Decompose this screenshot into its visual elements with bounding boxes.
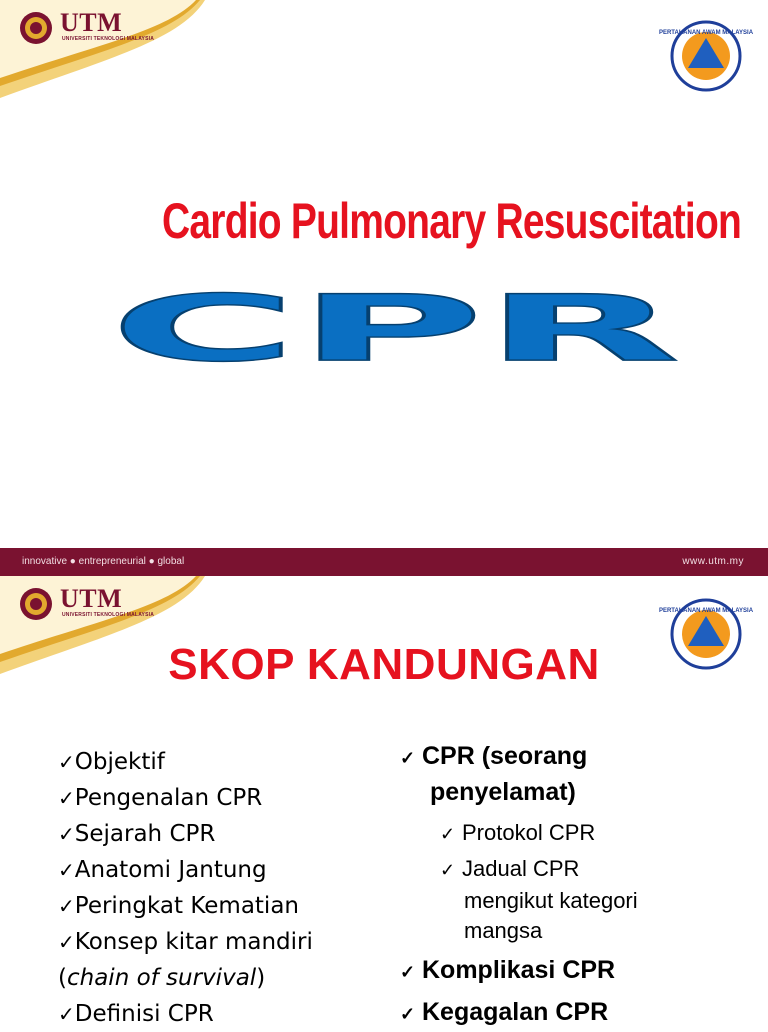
utm-crest-icon <box>18 586 54 622</box>
list-item-continuation: penyelamat) <box>430 778 576 806</box>
utm-logo <box>18 582 155 622</box>
footer-tagline: innovative ● entrepreneurial ● global <box>22 556 185 567</box>
utm-logo-subtext: UNIVERSITI TEKNOLOGI MALAYSIA <box>62 36 155 42</box>
slide-skop-kandungan <box>0 576 768 1027</box>
sub-list-item: ✓ Jadual CPR <box>440 856 580 881</box>
slide-title: SKOP KANDUNGAN <box>168 640 600 689</box>
checkmark-icon: ✓ <box>58 858 75 882</box>
list-item: ✓Konsep kitar mandiri <box>58 929 313 955</box>
footer-url[interactable]: www.utm.my <box>682 556 744 567</box>
checkmark-icon: ✓ <box>440 860 456 880</box>
chain-of-survival-text: chain of survival <box>66 965 257 991</box>
checkmark-icon: ✓ <box>58 750 75 774</box>
list-item: ✓ CPR (seorang <box>400 742 588 770</box>
checkmark-icon: ✓ <box>58 786 75 810</box>
pertahanan-awam-logo <box>658 20 754 92</box>
footer-bar <box>0 548 768 576</box>
utm-logo-text: UTM <box>60 8 123 37</box>
checkmark-icon: ✓ <box>400 1004 416 1024</box>
utm-logo-text: UTM <box>60 584 123 613</box>
apm-logo-text: PERTAHANAN AWAM MALAYSIA <box>658 608 754 614</box>
utm-crest-icon <box>18 10 54 46</box>
content-list-left <box>58 744 313 1032</box>
list-item: ✓ Komplikasi CPR <box>400 956 616 984</box>
checkmark-icon: ✓ <box>440 824 456 844</box>
checkmark-icon: ✓ <box>400 748 416 768</box>
list-item: ✓Objektif <box>58 749 165 775</box>
cpr-acronym-graphic <box>105 276 685 383</box>
list-item: ✓Anatomi Jantung <box>58 857 267 883</box>
sub-list-item-continuation: mangsa <box>464 918 543 943</box>
checkmark-icon: ✓ <box>400 962 416 982</box>
checkmark-icon: ✓ <box>58 894 75 918</box>
sub-list-item-continuation: mengikut kategori <box>464 888 638 913</box>
utm-logo-subtext: UNIVERSITI TEKNOLOGI MALAYSIA <box>62 612 155 618</box>
list-item-continuation: (chain of survival) <box>58 965 266 991</box>
slide-title: Cardio Pulmonary Resuscitation <box>162 193 742 249</box>
list-item: ✓Sejarah CPR <box>58 821 216 847</box>
list-item: ✓Pengenalan CPR <box>58 785 263 811</box>
list-item: ✓Peringkat Kematian <box>58 893 299 919</box>
list-item: ✓ Kegagalan CPR <box>400 998 609 1026</box>
list-item: ✓Definisi CPR <box>58 1001 214 1027</box>
checkmark-icon: ✓ <box>58 1002 75 1026</box>
sub-list-item: ✓ Protokol CPR <box>440 820 596 845</box>
checkmark-icon: ✓ <box>58 930 75 954</box>
apm-logo-text: PERTAHANAN AWAM MALAYSIA <box>658 30 754 36</box>
checkmark-icon: ✓ <box>58 822 75 846</box>
cpr-acronym-text: CPR <box>109 276 681 383</box>
utm-logo <box>18 6 155 46</box>
